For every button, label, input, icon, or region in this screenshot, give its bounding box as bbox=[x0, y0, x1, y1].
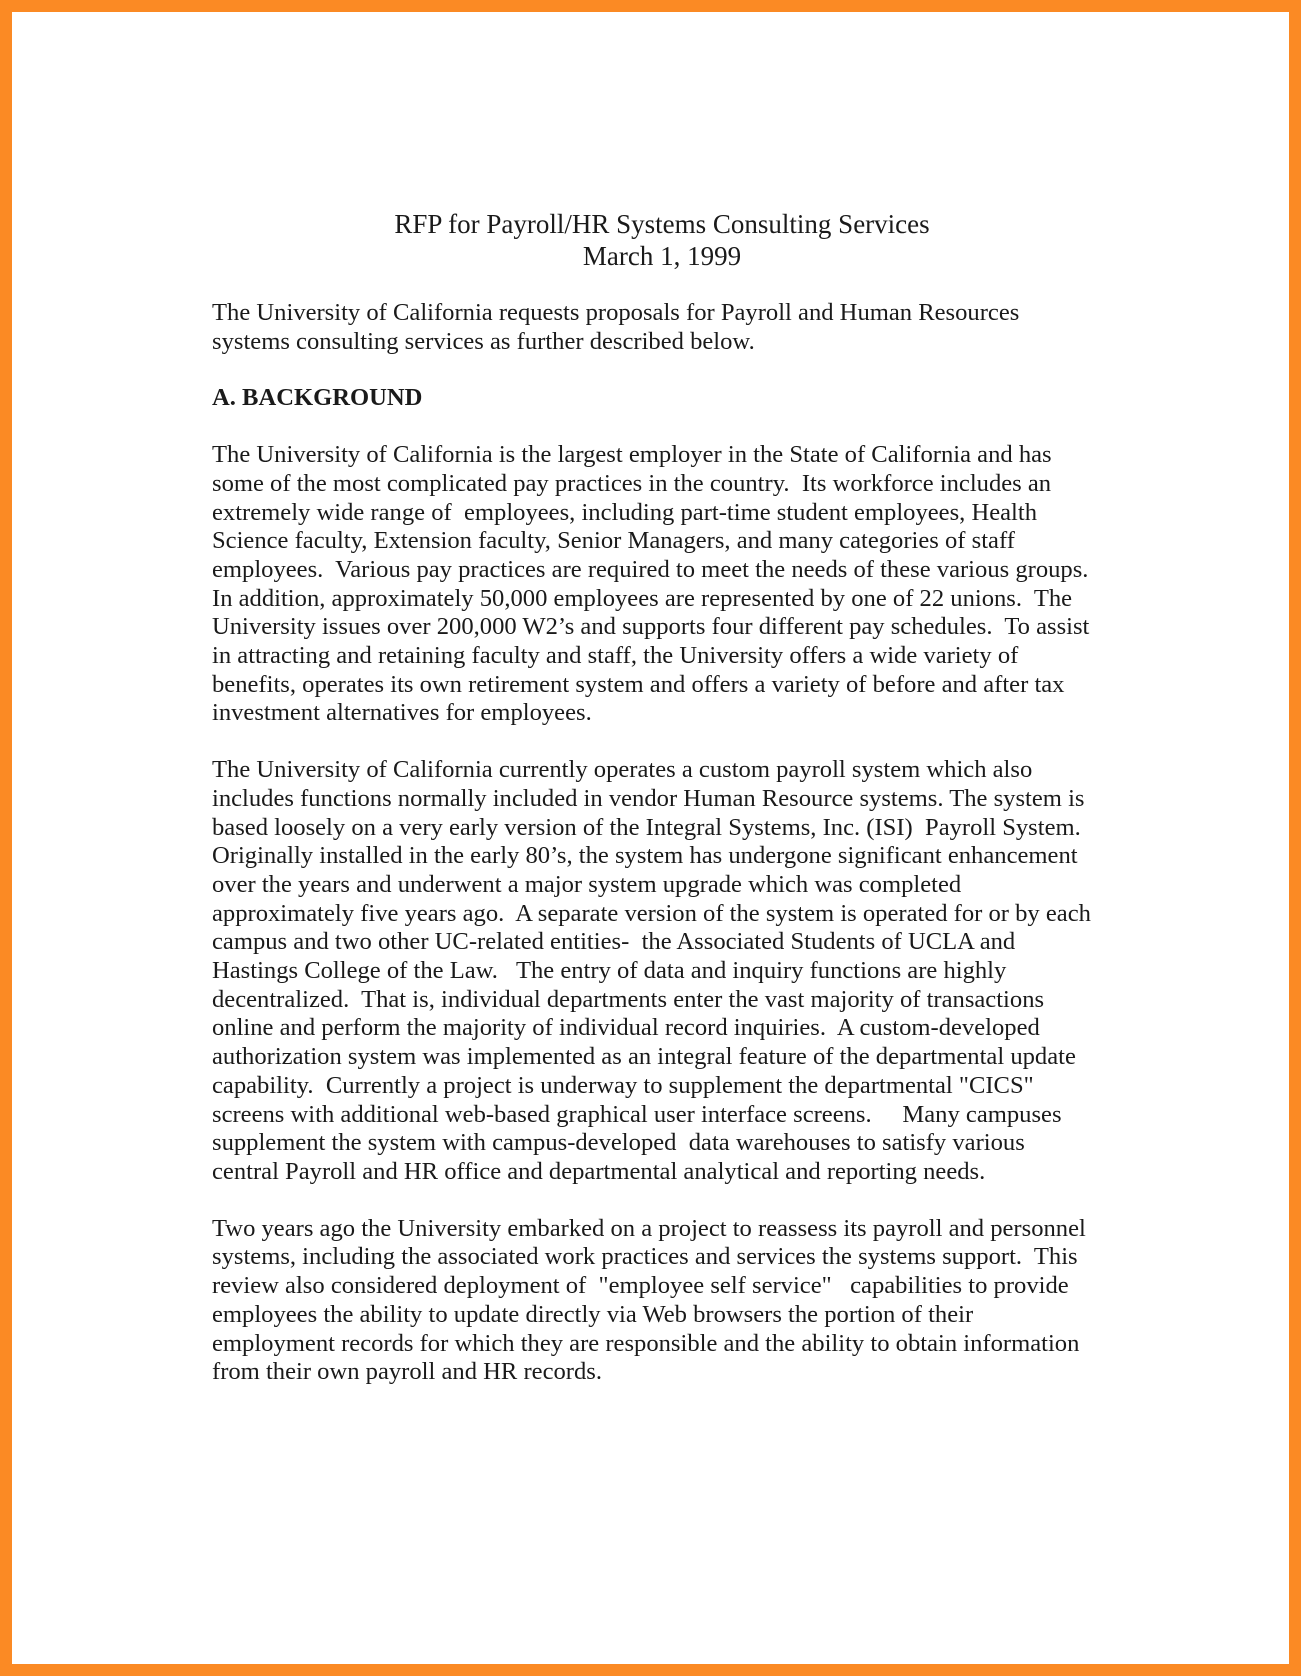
text-line: benefits, operates its own retirement system and offers a variety of before and after tax bbox=[212, 670, 1065, 698]
text-line: extremely wide range of employees, including part-time student employees, Health bbox=[212, 498, 1037, 526]
text-line: Science faculty, Extension faculty, Senior Managers, and many categories of staff bbox=[212, 527, 1015, 555]
document-date: March 1, 1999 bbox=[582, 241, 742, 271]
paragraph-workforce bbox=[212, 441, 1132, 728]
intro-paragraph bbox=[212, 299, 1132, 356]
text-line: investment alternatives for employees. bbox=[212, 699, 592, 727]
text-line: Two years ago the University embarked on a project to reassess its payroll and personnel bbox=[212, 1214, 1086, 1242]
text-line: employment records for which they are responsible and the ability to obtain information bbox=[212, 1329, 1080, 1357]
text-line: decentralized. That is, individual departments enter the vast majority of transactions bbox=[212, 985, 1045, 1013]
text-line: The University of California currently operates a custom payroll system which also bbox=[212, 756, 1033, 784]
text-line: central Payroll and HR office and departmental analytical and reporting needs. bbox=[212, 1157, 986, 1185]
text-line: Hastings College of the Law. The entry of data and inquiry functions are highly bbox=[212, 957, 1007, 985]
text-line: systems consulting services as further described below. bbox=[212, 327, 755, 355]
text-line: Originally installed in the early 80’s, the system has undergone significant enhancement bbox=[212, 842, 1078, 870]
text-line: in attracting and retaining faculty and staff, the University offers a wide variety of bbox=[212, 642, 1019, 670]
text-line: over the years and underwent a major system upgrade which was completed bbox=[212, 870, 962, 898]
section-heading: A. BACKGROUND bbox=[212, 384, 423, 412]
document-title-block bbox=[212, 208, 1112, 272]
text-line: campus and two other UC-related entities- the Associated Students of UCLA and bbox=[212, 928, 1016, 956]
text-line: In addition, approximately 50,000 employees are represented by one of 22 unions. The bbox=[212, 584, 1073, 612]
text-line: screens with additional web-based graphical user interface screens. Many campuses bbox=[212, 1100, 1062, 1128]
text-line: capability. Currently a project is underway to supplement the departmental "CICS" bbox=[212, 1071, 1034, 1099]
paragraph-current-system bbox=[212, 756, 1132, 1187]
document-body bbox=[212, 208, 1132, 1387]
text-line: some of the most complicated pay practices in the country. Its workforce includes an bbox=[212, 469, 1052, 497]
text-line: supplement the system with campus-developed data warehouses to satisfy various bbox=[212, 1129, 1025, 1157]
document-title: RFP for Payroll/HR Systems Consulting Services bbox=[394, 209, 930, 239]
text-line: includes functions normally included in vendor Human Resource systems. The system is bbox=[212, 784, 1085, 812]
text-line: approximately five years ago. A separate version of the system is operated for or by each bbox=[212, 899, 1091, 927]
text-line: employees the ability to update directly via Web browsers the portion of their bbox=[212, 1300, 974, 1328]
text-line: The University of California is the largest employer in the State of California and has bbox=[212, 441, 1052, 469]
text-line: authorization system was implemented as an integral feature of the departmental update bbox=[212, 1043, 1076, 1071]
text-line: based loosely on a very early version of the Integral Systems, Inc. (ISI) Payroll System. bbox=[212, 813, 1081, 841]
paragraph-reassessment bbox=[212, 1215, 1132, 1387]
text-line: systems, including the associated work practices and services the systems support. This bbox=[212, 1243, 1078, 1271]
text-line: employees. Various pay practices are required to meet the needs of these various groups. bbox=[212, 555, 1089, 583]
text-line: University issues over 200,000 W2’s and supports four different pay schedules. To assist bbox=[212, 613, 1090, 641]
text-line: The University of California requests proposals for Payroll and Human Resources bbox=[212, 299, 1020, 326]
text-line: review also considered deployment of "employee self service" capabilities to provide bbox=[212, 1272, 1069, 1300]
text-line: online and perform the majority of individual record inquiries. A custom-developed bbox=[212, 1014, 1040, 1042]
text-line: from their own payroll and HR records. bbox=[212, 1358, 602, 1386]
